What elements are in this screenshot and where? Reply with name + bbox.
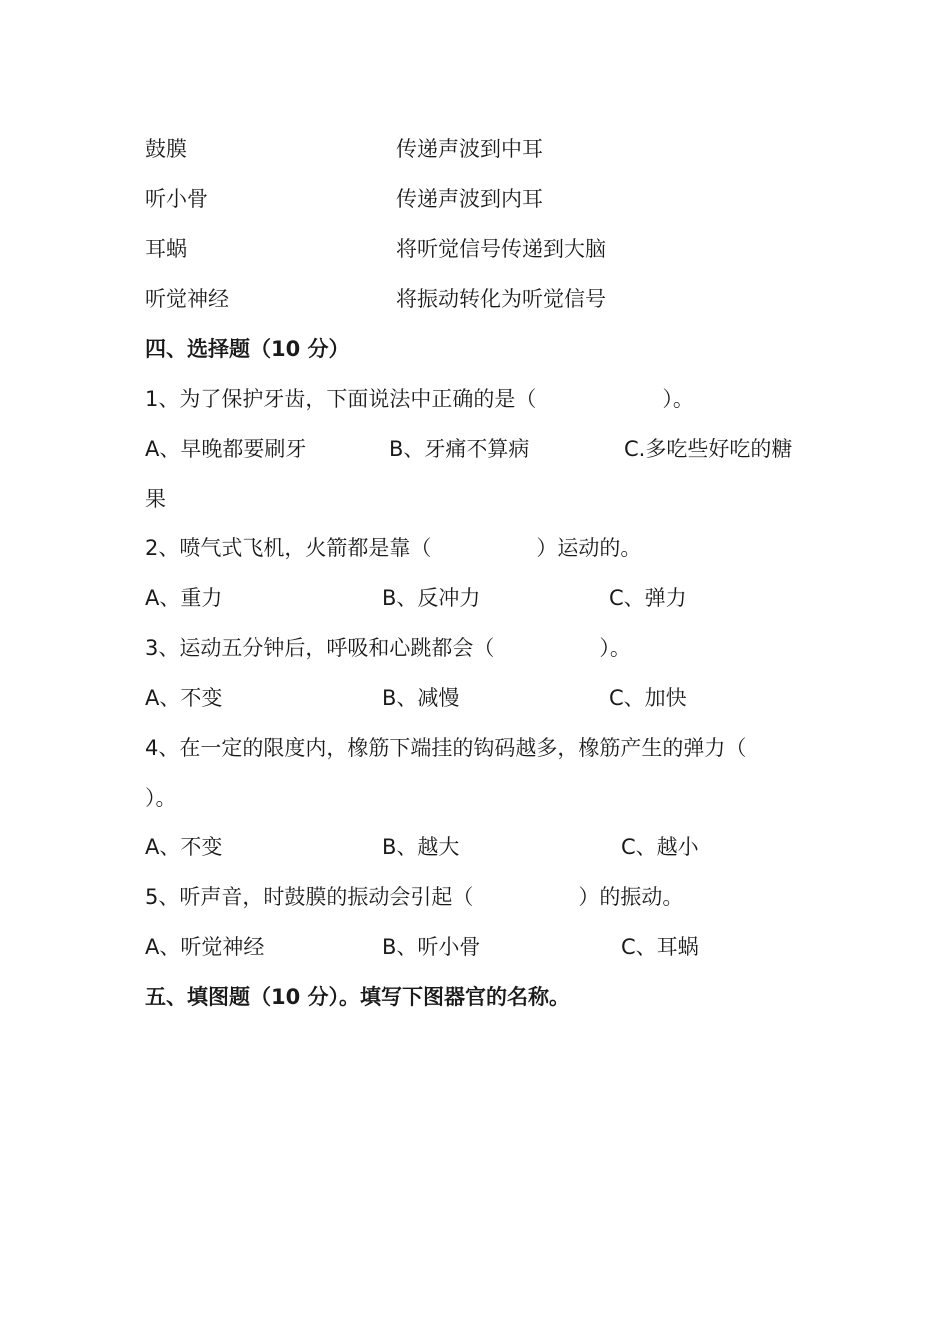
- section-heading: 五、填图题（10 分）。填写下图器官的名称。: [145, 985, 571, 1009]
- option-c: C.多吃些好吃的糖: [624, 437, 793, 461]
- question-continuation: ）。: [145, 786, 177, 810]
- matching-right: 传递声波到中耳: [396, 137, 543, 161]
- option-a: A、听觉神经: [145, 935, 265, 959]
- option-c: C、越小: [621, 835, 699, 859]
- option-b: B、反冲力: [382, 586, 481, 610]
- option-a: A、早晚都要刷牙: [145, 437, 307, 461]
- option-c: C、加快: [609, 686, 687, 710]
- option-a: A、不变: [145, 686, 223, 710]
- section-heading: 四、选择题（10 分）: [145, 337, 350, 361]
- option-c: C、弹力: [609, 586, 687, 610]
- question-stem: 5、听声音，时鼓膜的振动会引起（ ）的振动。: [145, 885, 684, 909]
- matching-right: 将振动转化为听觉信号: [396, 287, 606, 311]
- option-b: B、听小骨: [382, 935, 481, 959]
- option-b: B、减慢: [382, 686, 460, 710]
- matching-right: 将听觉信号传递到大脑: [396, 237, 606, 261]
- matching-left: 耳蜗: [145, 237, 187, 261]
- option-b: B、越大: [382, 835, 460, 859]
- matching-left: 鼓膜: [145, 137, 187, 161]
- matching-left: 听小骨: [145, 187, 208, 211]
- option-continuation: 果: [145, 487, 166, 511]
- option-c: C、耳蜗: [621, 935, 699, 959]
- question-stem: 4、在一定的限度内，橡筋下端挂的钩码越多，橡筋产生的弹力（: [145, 736, 747, 760]
- option-b: B、牙痛不算病: [389, 437, 530, 461]
- question-stem: 2、喷气式飞机，火箭都是靠（ ）运动的。: [145, 536, 642, 560]
- question-stem: 3、运动五分钟后，呼吸和心跳都会（ ）。: [145, 636, 631, 660]
- option-a: A、重力: [145, 586, 223, 610]
- matching-right: 传递声波到内耳: [396, 187, 543, 211]
- question-stem: 1、为了保护牙齿，下面说法中正确的是（ ）。: [145, 387, 694, 411]
- option-a: A、不变: [145, 835, 223, 859]
- matching-left: 听觉神经: [145, 287, 229, 311]
